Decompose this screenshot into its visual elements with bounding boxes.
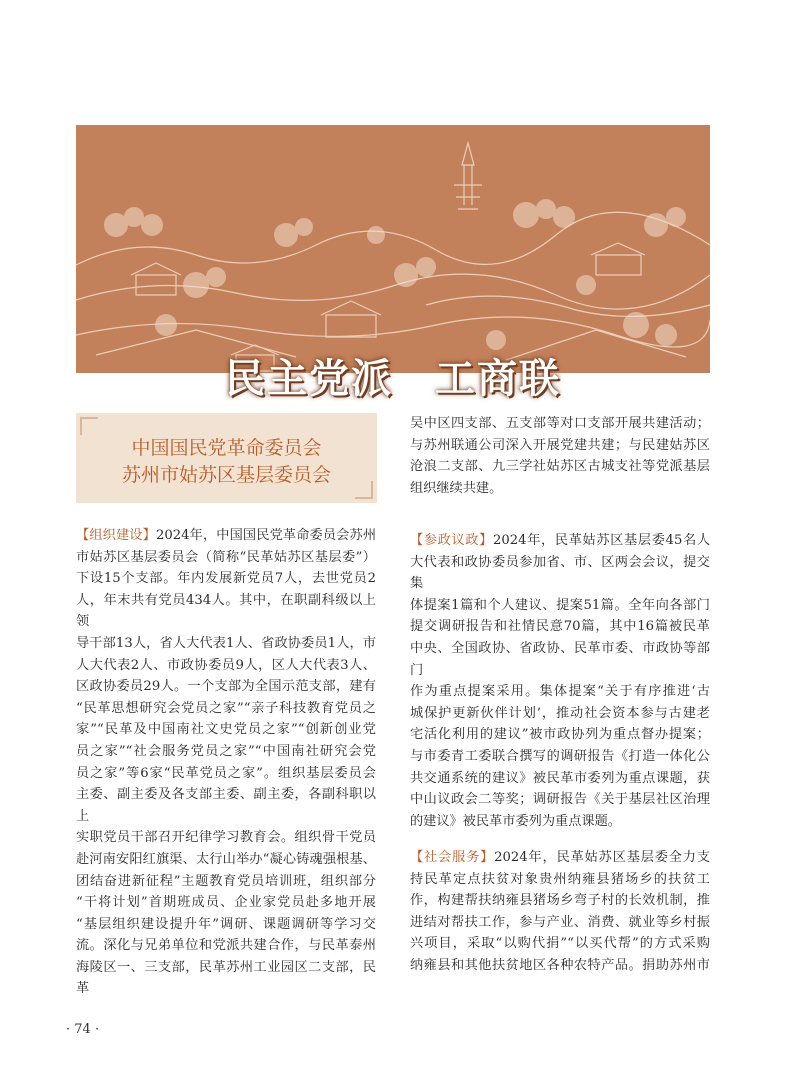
paragraph-line: 团结奋进新征程”主题教育党员培训班，组织部分 — [76, 873, 376, 889]
paragraph-line: 大代表和政协委员参加省、市、区两会会议，提交集 — [410, 554, 710, 592]
paragraph-line: 沧浪二支部、九三学社姑苏区古城支社等党派基层 — [410, 459, 710, 475]
left-column — [76, 525, 376, 1000]
paragraph-line: 吴中区四支部、五支部等对口支部开展共建活动； — [410, 416, 710, 431]
paragraph-line: 的建议》被民革市委列为重点课题。 — [410, 813, 621, 829]
banner-image — [76, 125, 710, 402]
paragraph-line: 导干部13人，省人大代表1人、省政协委员1人，市 — [76, 635, 376, 651]
paragraph-line: 下设15个支部。年内发展新党员7人，去世党员2 — [76, 571, 376, 587]
paragraph-line: 中央、全国政协、省政协、民革市委、市政协等部门 — [410, 640, 710, 678]
paragraph-line: 城保护更新伙伴计划’，推动社会资本参与古建老 — [410, 705, 710, 721]
section-tag-social-service: 【社会服务】 — [410, 850, 495, 865]
paragraph-line: 进结对帮扶工作，参与产业、消费、就业等乡村振 — [410, 914, 710, 930]
paragraph-line: 作为重点提案采用。集体提案“关于有序推进‘古 — [410, 684, 710, 700]
right-column-continuation — [410, 413, 710, 499]
paragraph-line: 海陵区一、三支部，民革苏州工业园区二支部，民革 — [76, 959, 376, 997]
paragraph-line: 兴项目，采取“以购代捐”“以买代帮”的方式采购 — [410, 936, 710, 952]
social-service-section — [410, 847, 710, 977]
paragraph-line: 组织继续共建。 — [410, 480, 503, 496]
section-title-line2: 苏州市姑苏区基层委员会 — [121, 464, 331, 486]
paragraph-line: 流。深化与兄弟单位和党派共建合作，与民革泰州 — [76, 938, 376, 954]
paragraph-line: 作，构建帮扶纳雍县猪场乡弯子村的长效机制，推 — [410, 893, 710, 909]
paragraph-line: 家”“民革及中国南社文史党员之家”“创新创业党 — [76, 722, 376, 738]
paragraph-line: 与苏州联通公司深入开展党建共建；与民建姑苏区 — [410, 437, 710, 453]
page-number: · 74 · — [66, 1022, 100, 1037]
paragraph-line: 实职党员干部召开纪律学习教育会。组织骨干党员 — [76, 830, 376, 846]
paragraph-line: 员之家”“社会服务党员之家”“中国南社研究会党 — [76, 743, 376, 759]
paragraph-line: 市姑苏区基层委员会（简称“民革姑苏区基层委”） — [76, 549, 376, 565]
paragraph-line: “干将计划”首期班成员、企业家党员赴多地开展 — [76, 895, 376, 911]
paragraph-line: 提交调研报告和社情民意70篇，其中16篇被民革 — [410, 619, 710, 635]
paragraph-line: 纳雍县和其他扶贫地区各种农特产品。捐助苏州市 — [410, 957, 710, 973]
paragraph-line: “民革思想研究会党员之家”“亲子科技教育党员之 — [76, 700, 376, 716]
section-tag-participation: 【参政议政】 — [410, 533, 494, 548]
paragraph-line: 员之家”等6家“民革党员之家”。组织基层委员会 — [76, 765, 376, 781]
paragraph-line: 赴河南安阳红旗渠、太行山举办“凝心铸魂强根基、 — [76, 851, 376, 867]
paragraph-line: 人大代表2人、市政协委员9人，区人大代表3人、 — [76, 657, 376, 673]
paragraph-line: 【社会服务】2024年，民革姑苏区基层委全力支 — [410, 850, 710, 865]
paragraph-line: 区政协委员29人。一个支部为全国示范支部，建有 — [76, 679, 376, 695]
paragraph-line: 人，年末共有党员434人。其中，在职副科级以上领 — [76, 592, 376, 630]
paragraph-line: 共交通系统的建议》被民革市委列为重点课题，获 — [410, 770, 710, 786]
participation-section — [410, 530, 710, 832]
paragraph-line: 主委、副主委及各支部主委、副主委，各副科职以上 — [76, 787, 376, 824]
paragraph-line: 宅活化利用的建议”被市政协列为重点督办提案； — [410, 727, 710, 743]
banner-title: 民主党派 工商联 — [225, 356, 561, 402]
section-title-line1: 中国国民党革命委员会 — [131, 437, 322, 459]
paragraph-line: 【组织建设】2024年，中国国民党革命委员会苏州 — [76, 528, 377, 543]
paragraph-line: “基层组织建设提升年”调研、课题调研等学习交 — [76, 916, 376, 932]
section-tag-organization: 【组织建设】 — [76, 528, 156, 543]
paragraph-line: 与市委青工委联合撰写的调研报告《打造一体化公 — [410, 748, 710, 764]
section-header — [76, 413, 377, 503]
paragraph-line: 体提案1篇和个人建议、提案51篇。全年向各部门 — [410, 597, 710, 613]
paragraph-line: 【参政议政】2024年，民革姑苏区基层委45名人 — [410, 533, 711, 548]
paragraph-line: 持民革定点扶贫对象贵州纳雍县猪场乡的扶贫工 — [410, 871, 710, 887]
landscape-illustration — [76, 125, 710, 373]
paragraph-line: 中山议政会二等奖；调研报告《关于基层社区治理 — [410, 792, 710, 808]
